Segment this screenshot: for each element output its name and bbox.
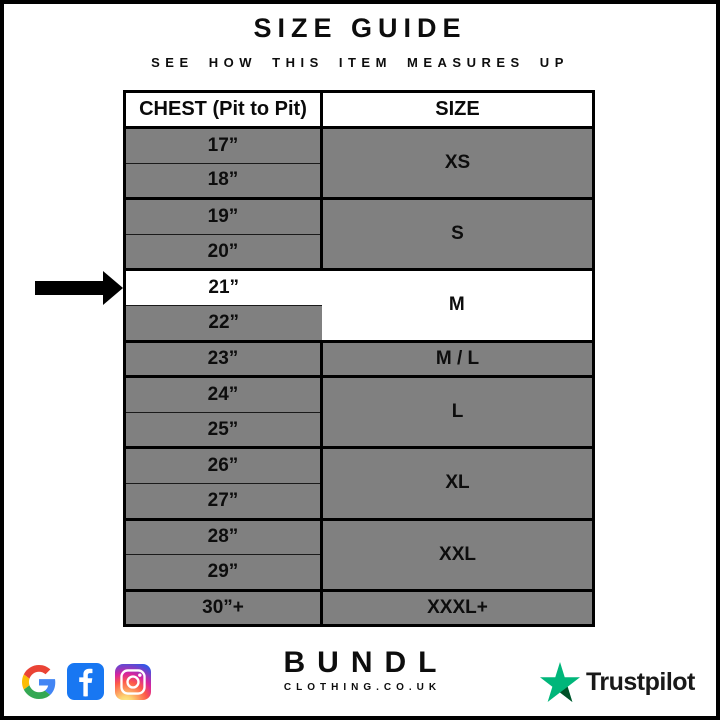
table-row	[125, 590, 594, 626]
chest-cell: 23”	[125, 341, 322, 377]
table-row	[125, 128, 594, 164]
page-subtitle: SEE HOW THIS ITEM MEASURES UP	[151, 55, 569, 70]
selected-row-arrow-icon	[35, 271, 123, 305]
chest-cell: 24”	[125, 377, 322, 413]
size-cell: XXL	[322, 519, 594, 590]
trustpilot-label: Trustpilot	[586, 667, 695, 696]
chest-cell: 18”	[125, 163, 322, 199]
header-row	[125, 92, 594, 128]
chest-cell: 17”	[125, 128, 322, 164]
table-row	[125, 377, 594, 413]
chest-cell: 22”	[125, 305, 322, 341]
arrow-head	[103, 271, 123, 305]
chest-cell: 26”	[125, 448, 322, 484]
trustpilot-badge[interactable]	[540, 662, 695, 702]
chest-cell: 19”	[125, 199, 322, 235]
chest-cell: 20”	[125, 234, 322, 270]
column-header-size: SIZE	[322, 92, 594, 128]
size-cell: XL	[322, 448, 594, 519]
table-row	[125, 448, 594, 484]
chest-cell: 27”	[125, 483, 322, 519]
size-cell: XXXL+	[322, 590, 594, 626]
brand-name: BUNDL	[283, 646, 449, 679]
table-row	[125, 519, 594, 555]
brand-domain: CLOTHING.CO.UK	[283, 682, 442, 693]
chest-cell: 30”+	[125, 590, 322, 626]
chest-cell: 25”	[125, 412, 322, 448]
size-cell: L	[322, 377, 594, 448]
size-cell-selected: M	[322, 270, 594, 341]
table-row	[125, 341, 594, 377]
size-cell: M / L	[322, 341, 594, 377]
size-cell: XS	[322, 128, 594, 199]
column-header-chest: CHEST (Pit to Pit)	[125, 92, 322, 128]
page-title: SIZE GUIDE	[253, 13, 467, 43]
chest-cell: 28”	[125, 519, 322, 555]
chest-cell: 29”	[125, 555, 322, 591]
chest-cell-selected: 21”	[125, 270, 322, 306]
table-row	[125, 199, 594, 235]
table-row-highlighted	[125, 270, 594, 306]
trustpilot-star-icon	[540, 662, 580, 702]
size-guide-table	[123, 90, 595, 627]
arrow-shaft	[35, 281, 103, 295]
size-cell: S	[322, 199, 594, 270]
